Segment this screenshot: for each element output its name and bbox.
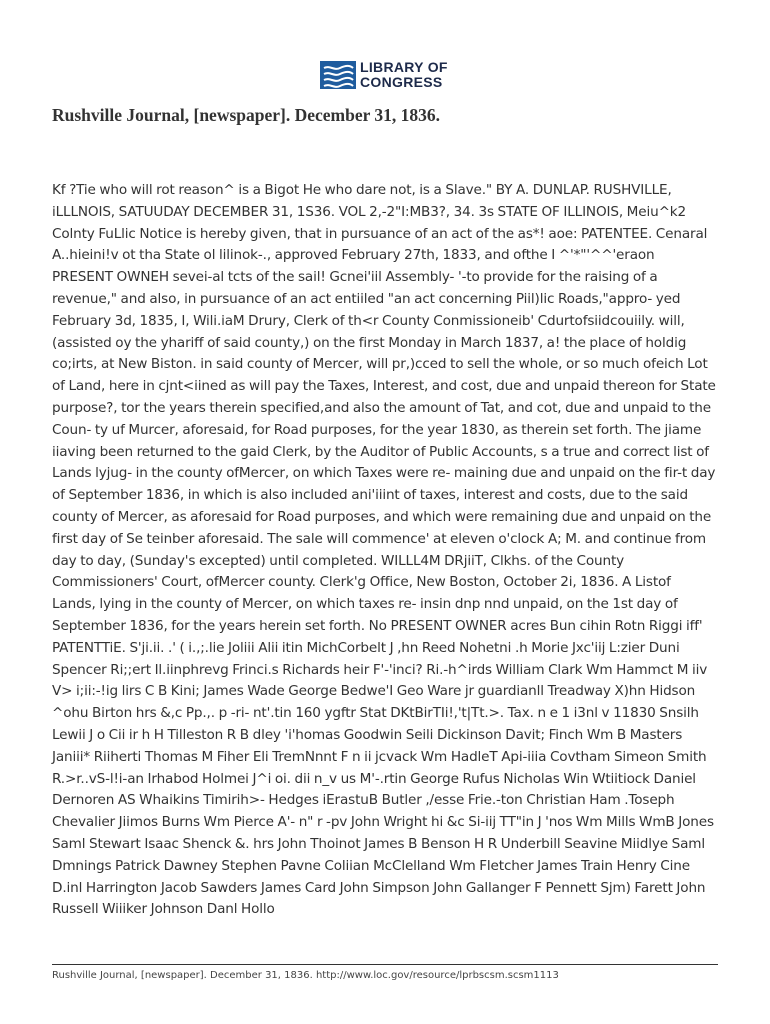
logo-line-2: CONGRESS [360, 74, 443, 90]
library-of-congress-logo [320, 57, 452, 93]
document-title: Rushville Journal, [newspaper]. December 31, 1836. [52, 105, 441, 125]
ocr-body-text: Kf ?Tie who will rot reason^ is a Bigot He who dare not, is a Slave." BY A. DUNLAP. RUSHVILLE, iLLLNOIS, SATUUDAY DECEMBER 31, 1S36. VOL 2,-2"I:MB3?, 34. 3s STATE OF ILLINOIS, Meiu^k2 Colnty FuLlic Notice is hereby given, that in pursuance of an act of the as*! aoe: PATENTEE. Cenaral A..hieini!v ot tha State ol lilinok-., approved February 27th, 1833, and ofthe I ^'*"'^^'eraon PRESENT OWNEH sevei-al tcts of the sail! Gcnei'iil Assembly- '-to provide for the raising of a revenue," and also, in pursuance of an act entiiled "an act concerning Piil)lic Roads,"appro- yed February 3d, 1835, I, Wili.iaM Drury, Clerk of th<r County Conmissioneib' Cdurtofsiidcouiily. will, (assisted oy the yhariff of said county,) on the first Monday in March 1837, a! the place of holdig co;irts, at New Biston. in said county of Mercer, will pr,)cced to sell the whole, or so much ofeich Lot of Land, here in cjnt<iined as will pay the Taxes, Interest, and cost, due and unpaid thereon for State purpose?, tor the years therein specified,and also the amount of Tat, and cot, due and unpaid to the Coun- ty uf Murcer, aforesaid, for Road purposes, for the year 1830, as therein set forth. The jiame iiaving been returned to the gaid Clerk, by the Auditor of Public Accounts, s a true and correct list of Lands lyjug- in the county ofMercer, on which Taxes were re- maining due and unpaid on the fir-t day of September 1836, in which is also included ani'iiint of taxes, interest and costs, due to the said county of Mercer, as aforesaid for Road purposes, and which were remaining due and unpaid on the first day of Se teinber aforesaid. The sale will commence' at eleven o'clock A; M. and continue from day to day, (Sunday's excepted) until completed. WILLL4M DRjiiT, Clkhs. of the County Commissioners' Court, ofMercer county. Clerk'g Office, New Boston, October 2i, 1836. A Listof Lands, lying in the county of Mercer, on which taxes re- insin dnp nnd unpaid, on the 1st day of September 1836, for the years herein set forth. No PRESENT OWNER acres Bun cihin Rotn Riggi iff' PATENTTiE. S'ji.ii. .' ( i.,;.lie Joliii Alii itin MichCorbelt J ,hn Reed Nohetni .h Morie Jxc'iij L:zier Duni Spencer Ri;;ert Il.iinphrevg Frinci.s Richards heir F'-'inci? Ri.-h^irds William Clark Wm Hammct M iiv V> i;ii:-!ig lirs C B Kini; James Wade George Bedwe'I Geo Ware jr guardianll Treadway X)hn Hidson ^ohu Birton hrs &,c Pp.,. p -ri- nt'.tin 160 ygftr Stat DKtBirTIi!,'t|Tt.>. Tax. n e 1 i3nl v 11830 Snsilh Lewii J o Cii ir h H Tilleston R B dley 'i'homas Goodwin Seili Dickinson Davit; Finch Wm B Masters Janiii* Riiherti Thomas M Fiher Eli TremNnnt F n ii jcvack Wm HadleT Api-iiia Covtham Simeon Smith R.>r..vS-l!i-an Irhabod Holmei J^i oi. dii n_v us M'-.rtin George Rufus Nicholas Win Wtiitiock Daniel Dernoren AS Whaikins Timirih>- Hedges iErastuB Butler ,/esse Frie.-ton Christian Ham .Toseph Chevalier Jiimos Burns Wm Pierce A'- n" r -pv John Wright hi &c Si-iij TT"in J 'nos Wm Mills WmB Jones Saml Stewart Isaac Shenck &. hrs John Thoinot James B Benson H R Underbill Seavine Miidlye Saml Dmnings Patrick Dawney Stephen Pavne Coliian McClelland Wm Fletcher James Train Henry Cine D.inl Harrington Jacob Sawders James Card John Simpson John Gallanger F Pennett Sjm) Farett John Russell Wiiiker Johnson Danl Hollo [52, 182, 716, 918]
footer-citation: Rushville Journal, [newspaper]. December 31, 1836. http://www.loc.gov/resource/lprbscsm.scsm1113 [52, 970, 559, 981]
library-of-congress-book-icon [320, 59, 356, 91]
logo-wordmark [360, 60, 448, 90]
logo-line-1: LIBRARY OF [360, 59, 448, 75]
footer-divider [52, 964, 718, 965]
